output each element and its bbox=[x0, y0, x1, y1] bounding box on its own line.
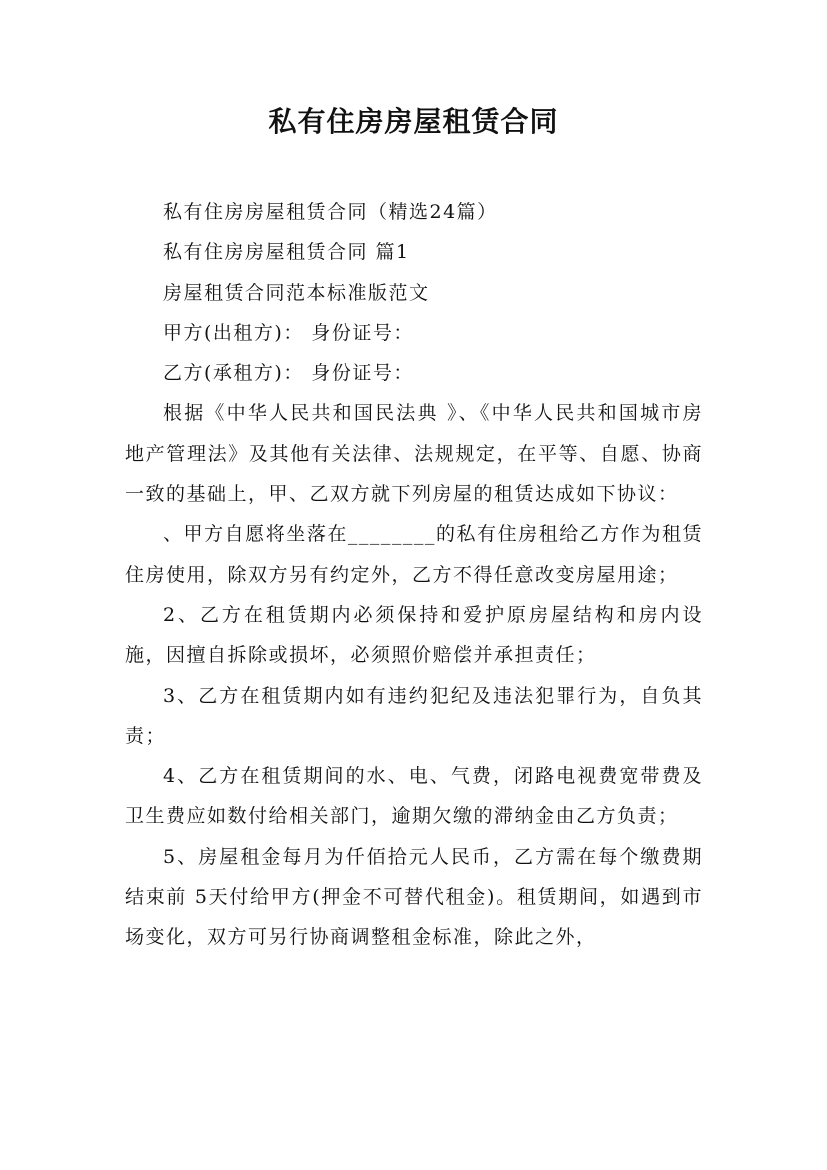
paragraph-section-heading: 私有住房房屋租赁合同 篇1 bbox=[163, 241, 410, 264]
paragraph-template-name: 房屋租赁合同范本标准版范文 bbox=[163, 281, 430, 304]
paragraph-clause-2: 2、乙方在租赁期内必须保持和爱护原房屋结构和房内设施，因擅自拆除或损坏，必须照价赔偿并承担责任； bbox=[125, 603, 703, 667]
paragraph-clause-5: 5、房屋租金每月为仟佰拾元人民币，乙方需在每个缴费期结束前 5天付给甲方(押金不可替代租金)。租赁期间，如遇到市场变化，双方可另行协商调整租金标准，除此之外， bbox=[125, 845, 703, 949]
document-title: 私有住房房屋租赁合同 bbox=[268, 105, 559, 138]
document-body bbox=[125, 192, 703, 958]
paragraph-clause-4: 4、乙方在租赁期间的水、电、气费，闭路电视费宽带费及卫生费应如数付给相关部门，逾期欠缴的滞纳金由乙方负责； bbox=[125, 765, 703, 828]
paragraph-subtitle: 私有住房房屋租赁合同（精选24篇） bbox=[163, 201, 498, 223]
paragraph-party-a: 甲方(出租方)： 身份证号： bbox=[163, 321, 414, 344]
paragraph-preamble: 根据《中华人民共和国民法典 》、《中华人民共和国城市房地产管理法》及其他有关法律、法规规定，在平等、自愿、协商一致的基础上，甲、乙双方就下列房屋的租赁达成如下协议： bbox=[125, 402, 703, 506]
paragraph-clause-3: 3、乙方在租赁期内如有违约犯纪及违法犯罪行为，自负其责； bbox=[125, 684, 703, 747]
paragraph-clause-1: 、甲方自愿将坐落在________的私有住房租给乙方作为租赁住房使用，除双方另有约定外，乙方不得任意改变房屋用途； bbox=[125, 523, 703, 586]
paragraph-party-b: 乙方(承租方)： 身份证号： bbox=[163, 362, 414, 385]
